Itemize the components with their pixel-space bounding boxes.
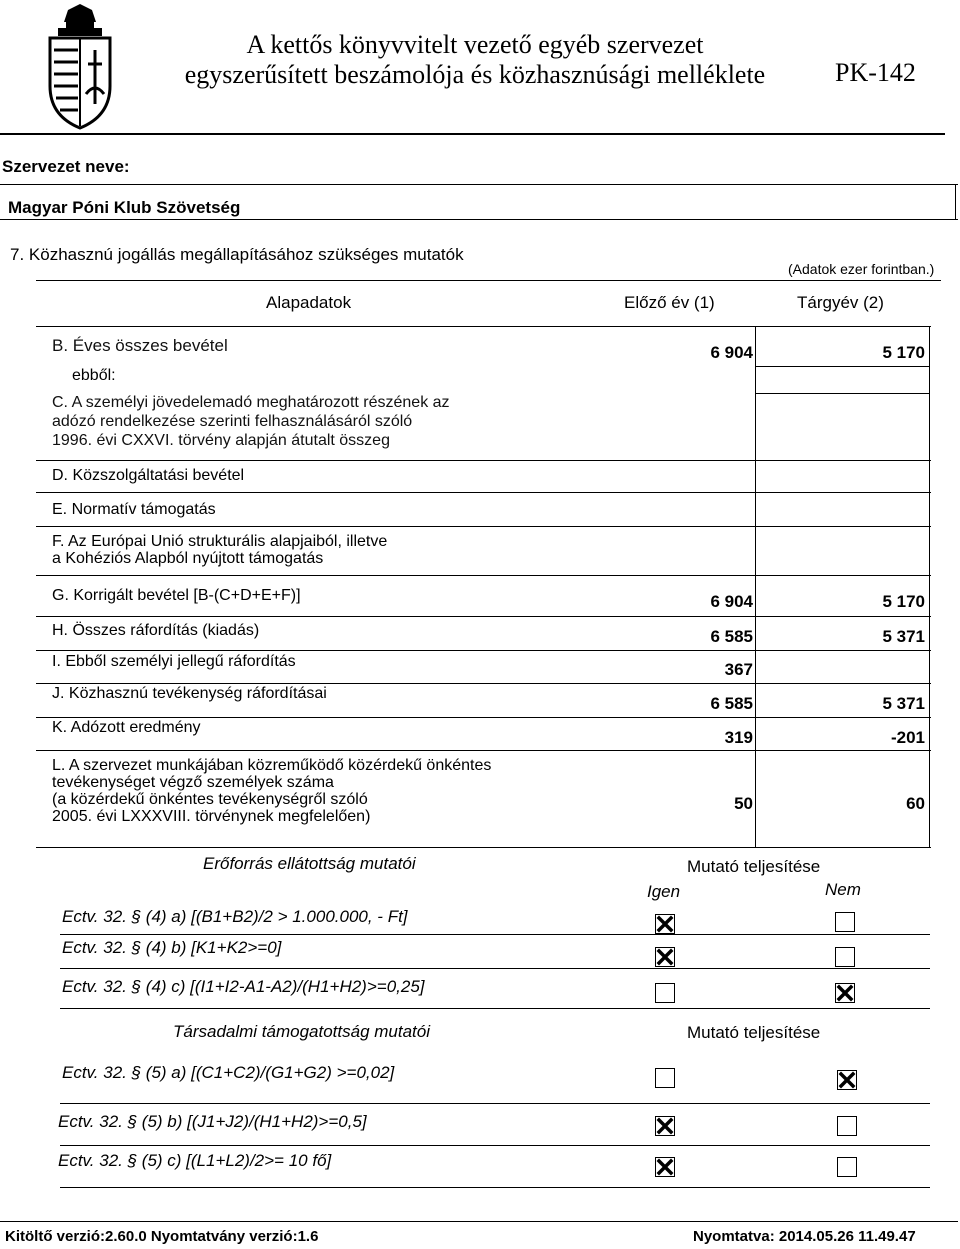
row-d-line: [36, 492, 931, 493]
row-j-curr: 5 371: [882, 694, 925, 713]
org-divider-top: [0, 184, 958, 185]
org-name-value: Magyar Póni Klub Szövetség: [8, 198, 241, 217]
row-l-line4: 2005. évi LXXXVIII. törvénynek megfelelően): [52, 808, 371, 825]
resource-item-1-line: [60, 934, 930, 935]
row-k-prev: 319: [724, 728, 753, 747]
checkmark-x-icon: [836, 984, 854, 1002]
social-item-2-yes-checkbox[interactable]: [655, 1116, 675, 1136]
section-title: 7. Közhasznú jogállás megállapításához szükséges mutatók: [10, 245, 464, 264]
row-l-label: [52, 757, 491, 825]
row-i-label: I. Ebből személyi jellegű ráfordítás: [52, 653, 296, 670]
row-b-line: [755, 366, 930, 367]
col-header-prev: Előző év (1): [624, 293, 715, 312]
social-perf-heading: Mutató teljesítése: [687, 1023, 821, 1042]
row-h-curr: 5 371: [882, 627, 925, 646]
row-b-label: B. Éves összes bevétel: [52, 336, 228, 355]
social-item-3-yes-checkbox[interactable]: [655, 1157, 675, 1177]
row-g-label: G. Korrigált bevétel [B-(C+D+E+F)]: [52, 587, 301, 604]
row-l-curr: 60: [906, 794, 925, 813]
checkmark-x-icon: [656, 948, 674, 966]
social-item-2-line: [60, 1145, 930, 1146]
resource-item-1-no-checkbox[interactable]: [835, 912, 855, 932]
table-bottom-line: [36, 847, 931, 848]
row-j-label: J. Közhasznú tevékenység ráfordításai: [52, 685, 327, 702]
col-divider-prev: [755, 326, 756, 847]
row-h-label: H. Összes ráfordítás (kiadás): [52, 622, 260, 639]
footer-divider: [0, 1221, 958, 1222]
row-k-curr: -201: [890, 728, 925, 747]
checkmark-x-icon: [656, 1158, 674, 1176]
row-c-line: [36, 460, 931, 461]
row-d-label: D. Közszolgáltatási bevétel: [52, 467, 245, 484]
row-f-line2: a Kohéziós Alapból nyújtott támogatás: [52, 550, 324, 567]
row-e-line: [36, 526, 931, 527]
resource-bottom-line: [60, 1008, 930, 1009]
row-e-label: E. Normatív támogatás: [52, 501, 216, 518]
social-item-1-yes-checkbox[interactable]: [655, 1068, 675, 1088]
social-item-3-label: Ectv. 32. § (5) c) [(L1+L2)/2>= 10 fő]: [58, 1151, 332, 1170]
row-h-line: [36, 650, 931, 651]
no-label: Nem: [825, 880, 861, 899]
col-header-basic: Alapadatok: [266, 293, 352, 312]
org-name-label: Szervezet neve:: [2, 157, 130, 176]
col-header-curr: Tárgyév (2): [797, 293, 884, 312]
social-item-1-no-checkbox[interactable]: [837, 1070, 857, 1090]
row-i-line: [36, 683, 931, 684]
row-k-label: K. Adózott eredmény: [52, 719, 201, 736]
org-box-right: [955, 184, 956, 219]
row-i-prev: 367: [724, 660, 753, 679]
resource-item-2-no-checkbox[interactable]: [835, 947, 855, 967]
form-code: PK-142: [835, 58, 916, 87]
form-title: [130, 30, 820, 90]
row-ebbol-label: ebből:: [72, 367, 116, 384]
org-divider-bottom: [0, 219, 958, 220]
row-l-line1: L. A szervezet munkájában közreműködő közérdekű önkéntes: [52, 757, 492, 774]
social-item-3-no-checkbox[interactable]: [837, 1157, 857, 1177]
row-f-line1: F. Az Európai Unió strukturális alapjaiból, illetve: [52, 533, 388, 550]
resource-item-1-label: Ectv. 32. § (4) a) [(B1+B2)/2 > 1.000.000, - Ft]: [62, 907, 408, 926]
row-l-line2: tevékenységet végző személyek száma: [52, 774, 334, 791]
social-item-2-no-checkbox[interactable]: [837, 1116, 857, 1136]
col-header-line: [36, 326, 931, 327]
resource-item-3-label: Ectv. 32. § (4) c) [(I1+I2-A1-A2)/(H1+H2)>=0,25]: [62, 977, 425, 996]
row-g-prev: 6 904: [710, 592, 753, 611]
footer-printed: Nyomtatva: 2014.05.26 11.49.47: [693, 1228, 916, 1245]
row-j-line: [36, 717, 931, 718]
yes-label: Igen: [647, 882, 681, 901]
section-top-line: [36, 280, 941, 281]
form-title-line2: egyszerűsített beszámolója és közhasznúsági melléklete: [184, 60, 766, 89]
checkmark-x-icon: [656, 1117, 674, 1135]
resource-item-3-yes-checkbox[interactable]: [655, 983, 675, 1003]
resource-heading: Erőforrás ellátottság mutatói: [203, 854, 416, 873]
row-f-line: [36, 575, 931, 576]
social-item-1-label: Ectv. 32. § (5) a) [(C1+C2)/(G1+G2) >=0,02]: [62, 1063, 395, 1082]
checkmark-x-icon: [656, 915, 674, 933]
row-c-line1: C. A személyi jövedelemadó meghatározott részének az: [52, 394, 450, 411]
row-l-line3: (a közérdekű önkéntes tevékenységről szóló: [52, 791, 368, 808]
col-divider-curr: [929, 326, 930, 847]
row-h-prev: 6 585: [710, 627, 753, 646]
unit-note: (Adatok ezer forintban.): [788, 261, 935, 277]
row-f-label: [52, 533, 387, 567]
resource-item-2-line: [60, 968, 930, 969]
row-c-line2: adózó rendelkezése szerinti felhasználásáról szóló: [52, 413, 413, 430]
checkmark-x-icon: [838, 1071, 856, 1089]
resource-item-2-yes-checkbox[interactable]: [655, 947, 675, 967]
header-divider: [0, 133, 945, 135]
social-item-1-line: [60, 1103, 930, 1104]
row-j-prev: 6 585: [710, 694, 753, 713]
resource-item-3-no-checkbox[interactable]: [835, 983, 855, 1003]
resource-item-1-yes-checkbox[interactable]: [655, 914, 675, 934]
social-heading: Társadalmi támogatottság mutatói: [173, 1022, 431, 1041]
emblem-icon: [40, 4, 120, 130]
row-c-line3: 1996. évi CXXVI. törvény alapján átutalt összeg: [52, 432, 390, 449]
row-k-line: [36, 750, 931, 751]
row-g-curr: 5 170: [882, 592, 925, 611]
form-title-line1: A kettős könyvvitelt vezető egyéb szervezet: [246, 30, 704, 59]
row-l-prev: 50: [734, 794, 753, 813]
row-c-label: [52, 393, 450, 450]
resource-item-2-label: Ectv. 32. § (4) b) [K1+K2>=0]: [62, 938, 282, 957]
social-item-2-label: Ectv. 32. § (5) b) [(J1+J2)/(H1+H2)>=0,5]: [58, 1112, 367, 1131]
row-g-line: [36, 616, 931, 617]
row-b-prev: 6 904: [710, 343, 753, 362]
footer-version: Kitöltő verzió:2.60.0 Nyomtatvány verzió:1.6: [5, 1228, 319, 1245]
resource-perf-heading: Mutató teljesítése: [687, 857, 821, 876]
social-bottom-line: [60, 1187, 930, 1188]
row-ebbol-line: [755, 393, 930, 394]
row-b-curr: 5 170: [882, 343, 925, 362]
